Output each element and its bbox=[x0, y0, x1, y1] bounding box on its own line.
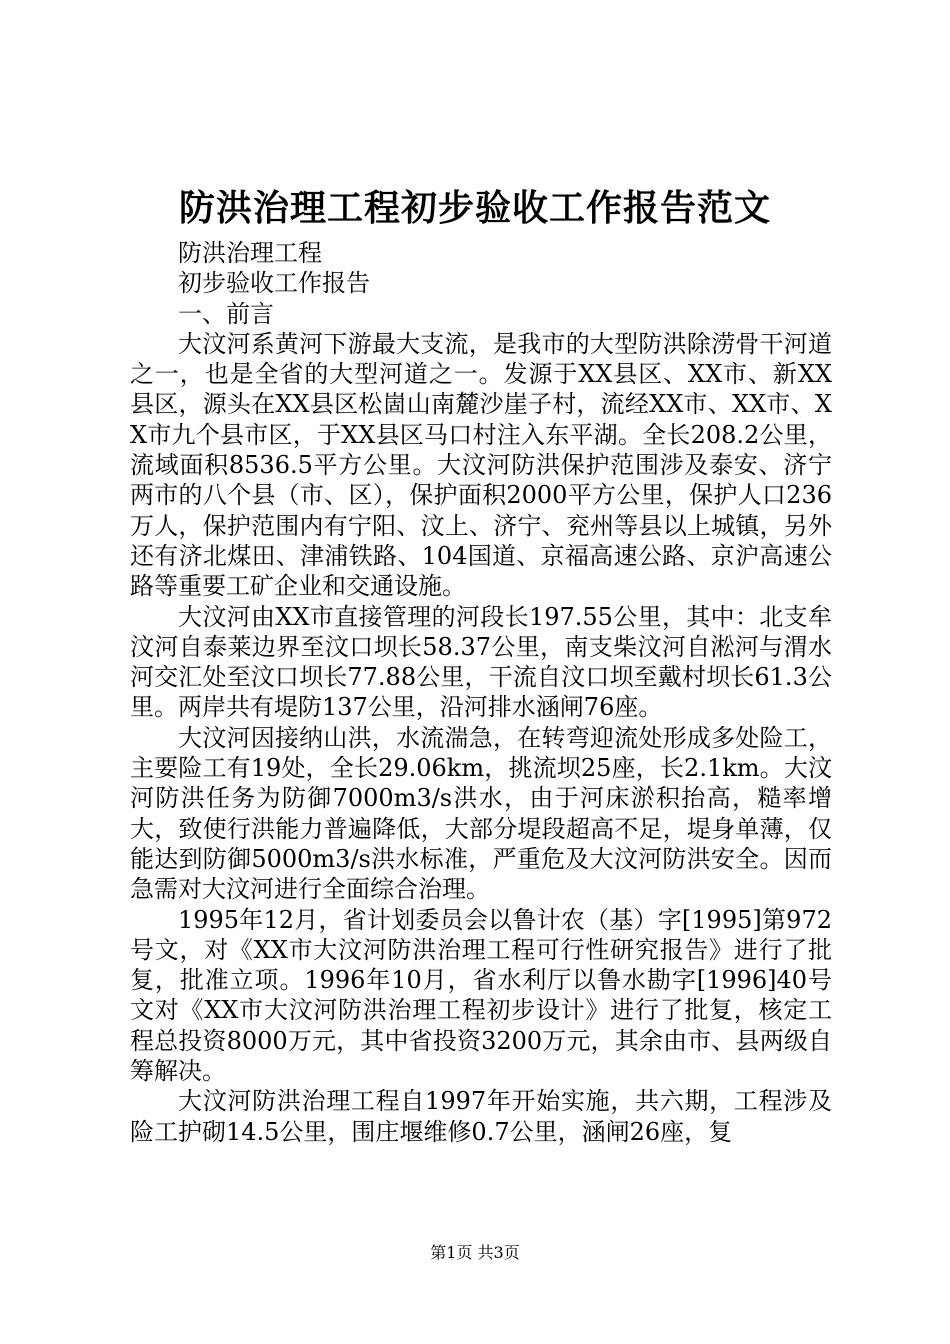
paragraph-flood-risk: 大汶河因接纳山洪，水流湍急，在转弯迎流处形成多处险工，主要险工有19处，全长29.06km，挑流坝25座，长2.1km。大汶河防洪任务为防御7000m3/s洪水，由于河床淤积抬高，糙率增大，致使行洪能力普遍降低，大部分堤段超高不足，堤身单薄，仅能达到防御5000m3/s洪水标准，严重危及大汶河防洪安全。因而急需对大汶河进行全面综合治理。 bbox=[130, 723, 832, 904]
subtitle-line-2: 初步验收工作报告 bbox=[178, 269, 370, 298]
subtitle-line-1: 防洪治理工程 bbox=[178, 239, 322, 267]
page-number-footer: 第1页 共3页 bbox=[430, 1243, 520, 1262]
document-body bbox=[130, 238, 832, 1147]
section-heading-preface: 一、前言 bbox=[178, 299, 274, 328]
paragraph-river-overview: 大汶河系黄河下游最大支流，是我市的大型防洪除涝骨干河道之一，也是全省的大型河道之一。发源于XX县区、XX市、新XX县区，源头在XX县区松崮山南麓沙崖子村，流经XX市、XX市、XX市九个县市区，于XX县区马口村注入东平湖。全长208.2公里，流域面积8536.5平方公里。大汶河防洪保护范围涉及泰安、济宁两市的八个县（市、区），保护面积2000平方公里，保护人口236万人，保护范围内有宁阳、汶上、济宁、兖州等县以上城镇，另外还有济北煤田、津浦铁路、104国道、京福高速公路、京沪高速公路等重要工矿企业和交通设施。 bbox=[130, 329, 832, 601]
document-title: 防洪治理工程初步验收工作报告范文 bbox=[178, 187, 771, 229]
paragraph-river-sections: 大汶河由XX市直接管理的河段长197.55公里，其中：北支牟汶河自泰莱边界至汶口坝长58.37公里，南支柴汶河自淞河与渭水河交汇处至汶口坝长77.88公里，干流自汶口坝至戴村坝长61.3公里。两岸共有堤防137公里，沿河排水涵闸76座。 bbox=[130, 602, 832, 722]
paragraph-project-implementation: 大汶河防洪治理工程自1997年开始实施，共六期，工程涉及险工护砌14.5公里，围庄堰维修0.7公里，涵闸26座，复 bbox=[130, 1087, 832, 1146]
paragraph-project-approval: 1995年12月，省计划委员会以鲁计农（基）字[1995]第972号文，对《XX市大汶河防洪治理工程可行性研究报告》进行了批复，批准立项。1996年10月，省水利厅以鲁水勘字[1996]40号文对《XX市大汶河防洪治理工程初步设计》进行了批复，核定工程总投资8000万元，其中省投资3200万元，其余由市、县两级自筹解决。 bbox=[130, 905, 832, 1086]
